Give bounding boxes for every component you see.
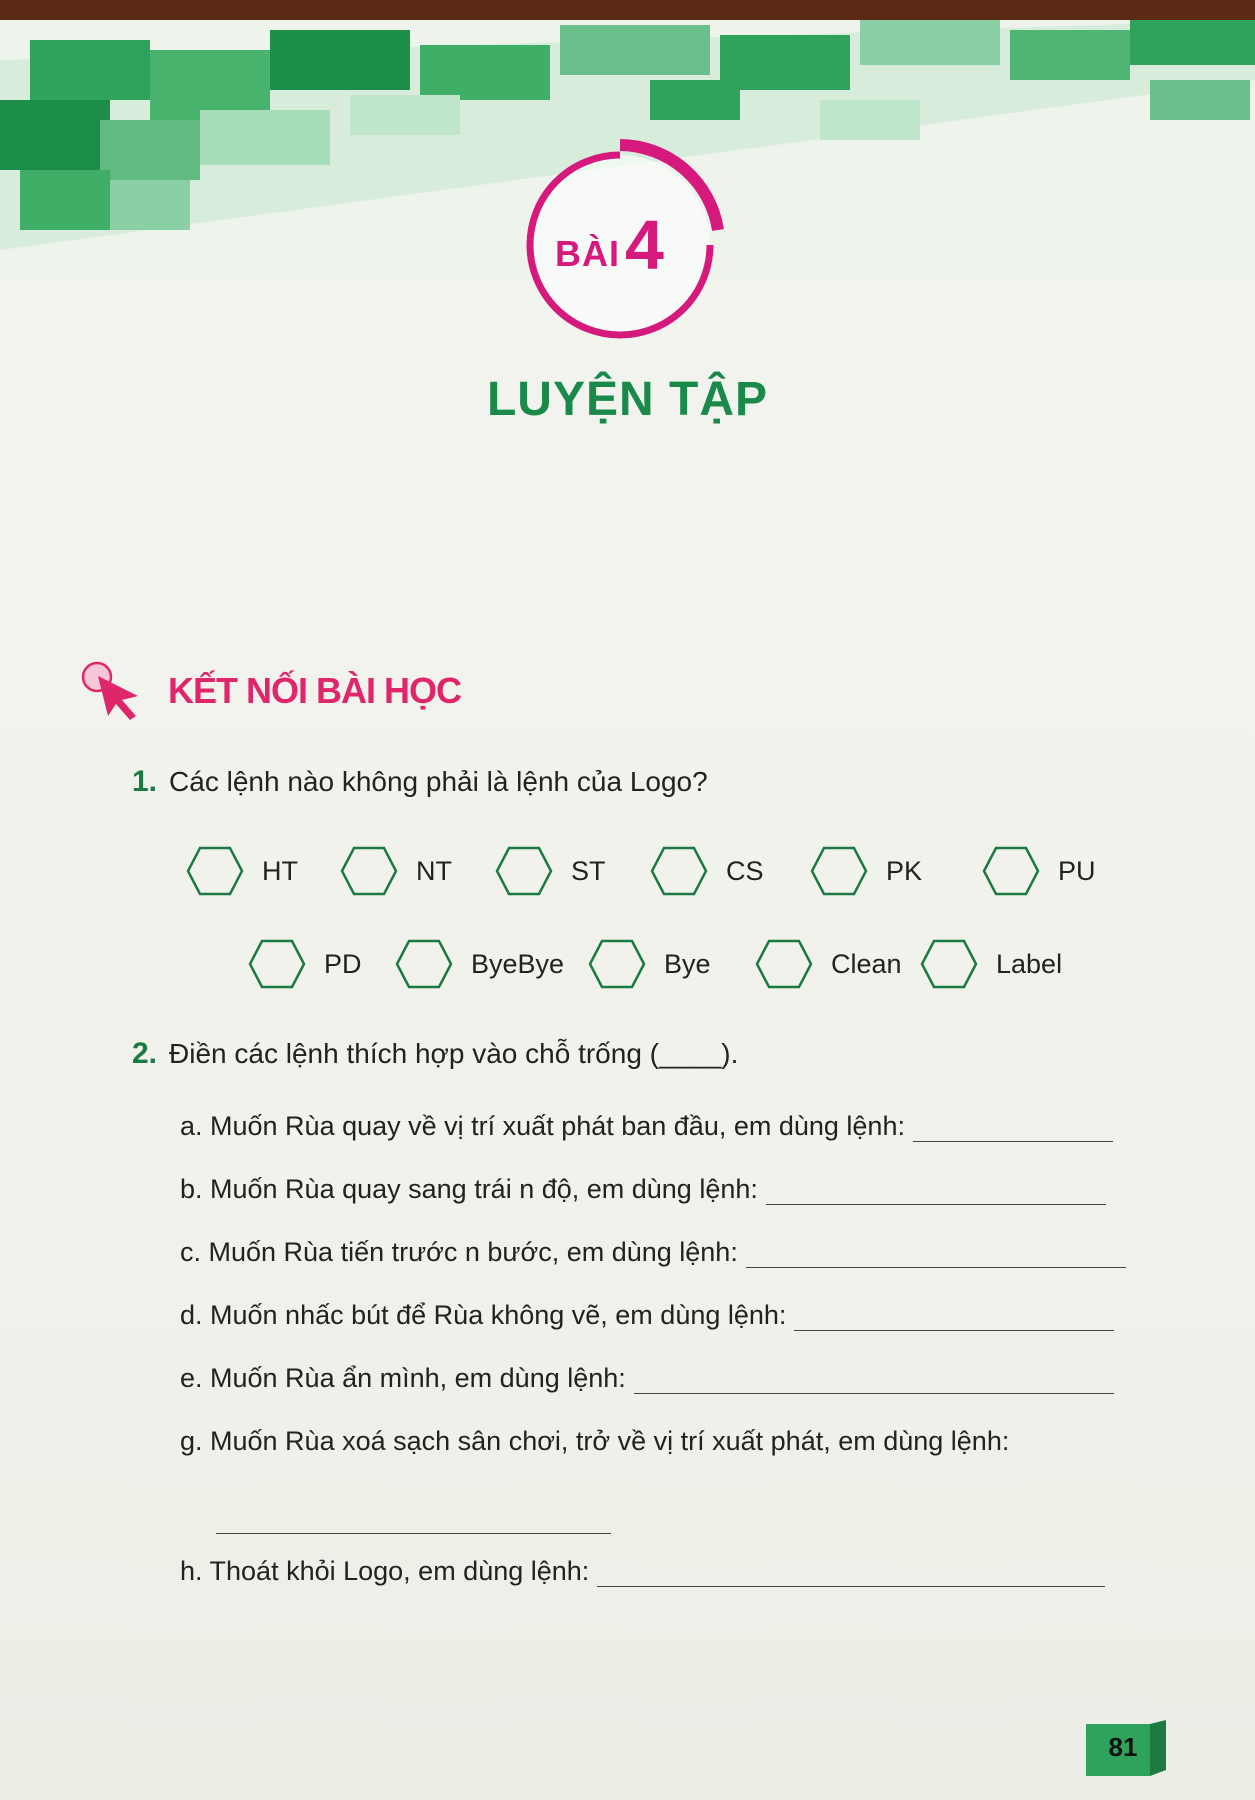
option-ht[interactable]	[186, 846, 298, 896]
option-label: CS	[726, 855, 764, 886]
hexagon-checkbox-icon[interactable]	[495, 846, 553, 896]
option-label-cmd[interactable]	[920, 939, 1062, 989]
option-label: HT	[262, 855, 298, 886]
option-nt[interactable]	[340, 846, 452, 896]
option-pu[interactable]	[982, 846, 1096, 896]
item-a-text: a. Muốn Rùa quay về vị trí xuất phát ban đầu, em dùng lệnh:	[180, 1111, 905, 1141]
item-h	[180, 1547, 1105, 1587]
hexagon-checkbox-icon[interactable]	[755, 939, 813, 989]
option-label: PK	[886, 855, 923, 886]
answer-blank-g[interactable]	[216, 1505, 611, 1534]
question-1-number: 1.	[132, 765, 158, 798]
page-title: LUYỆN TẬP	[486, 373, 768, 426]
question-2	[132, 1037, 738, 1071]
answer-blank-d[interactable]	[794, 1302, 1114, 1331]
option-label: Label	[996, 948, 1063, 979]
item-a	[180, 1102, 1113, 1142]
option-label: PU	[1058, 855, 1096, 886]
hexagon-checkbox-icon[interactable]	[395, 939, 453, 989]
option-bye[interactable]	[588, 939, 711, 989]
option-pd[interactable]	[248, 939, 362, 989]
answer-blank-a[interactable]	[913, 1113, 1113, 1142]
question-2-number: 2.	[132, 1037, 158, 1070]
option-label: PD	[324, 948, 362, 979]
option-cs[interactable]	[650, 846, 764, 896]
item-d	[180, 1291, 1114, 1331]
question-1-text: Các lệnh nào không phải là lệnh của Logo?	[169, 766, 708, 797]
lesson-badge-ring	[505, 130, 735, 360]
item-c-text: c. Muốn Rùa tiến trước n bước, em dùng lệnh:	[180, 1237, 738, 1267]
hexagon-checkbox-icon[interactable]	[340, 846, 398, 896]
hexagon-checkbox-icon[interactable]	[248, 939, 306, 989]
cursor-arrow-icon	[80, 660, 150, 720]
page-number: 81	[1108, 1732, 1138, 1762]
item-e	[180, 1354, 1114, 1394]
option-label: ByeBye	[471, 948, 565, 979]
section-title: KẾT NỐI BÀI HỌC	[168, 670, 462, 711]
option-byebye[interactable]	[395, 939, 564, 989]
option-label: ST	[571, 855, 606, 886]
option-label: Clean	[831, 948, 902, 979]
item-e-text: e. Muốn Rùa ẩn mình, em dùng lệnh:	[180, 1363, 626, 1393]
answer-blank-h[interactable]	[597, 1558, 1105, 1587]
option-st[interactable]	[495, 846, 606, 896]
workbook-page	[0, 20, 1255, 1800]
hexagon-checkbox-icon[interactable]	[588, 939, 646, 989]
lesson-prefix: BÀI	[555, 233, 620, 274]
item-g-text: g. Muốn Rùa xoá sạch sân chơi, trở về vị trí xuất phát, em dùng lệnh:	[180, 1426, 1010, 1456]
question-2-text: Điền các lệnh thích hợp vào chỗ trống (____).	[169, 1038, 739, 1069]
option-pk[interactable]	[810, 846, 922, 896]
lesson-number: 4	[625, 206, 664, 284]
item-h-text: h. Thoát khỏi Logo, em dùng lệnh:	[180, 1556, 590, 1586]
hexagon-checkbox-icon[interactable]	[186, 846, 244, 896]
hexagon-checkbox-icon[interactable]	[810, 846, 868, 896]
item-b-text: b. Muốn Rùa quay sang trái n độ, em dùng lệnh:	[180, 1174, 758, 1204]
answer-blank-b[interactable]	[766, 1176, 1106, 1205]
section-header	[80, 660, 680, 720]
option-clean[interactable]	[755, 939, 902, 989]
item-c	[180, 1228, 1126, 1268]
hexagon-checkbox-icon[interactable]	[650, 846, 708, 896]
option-label: NT	[416, 855, 452, 886]
item-b	[180, 1165, 1106, 1205]
item-d-text: d. Muốn nhấc bút để Rùa không vẽ, em dùng lệnh:	[180, 1300, 787, 1330]
answer-blank-c[interactable]	[746, 1239, 1126, 1268]
question-1	[132, 765, 708, 799]
option-label: Bye	[664, 948, 711, 979]
hexagon-checkbox-icon[interactable]	[920, 939, 978, 989]
item-g	[180, 1417, 1009, 1457]
hexagon-checkbox-icon[interactable]	[982, 846, 1040, 896]
answer-blank-e[interactable]	[634, 1365, 1114, 1394]
